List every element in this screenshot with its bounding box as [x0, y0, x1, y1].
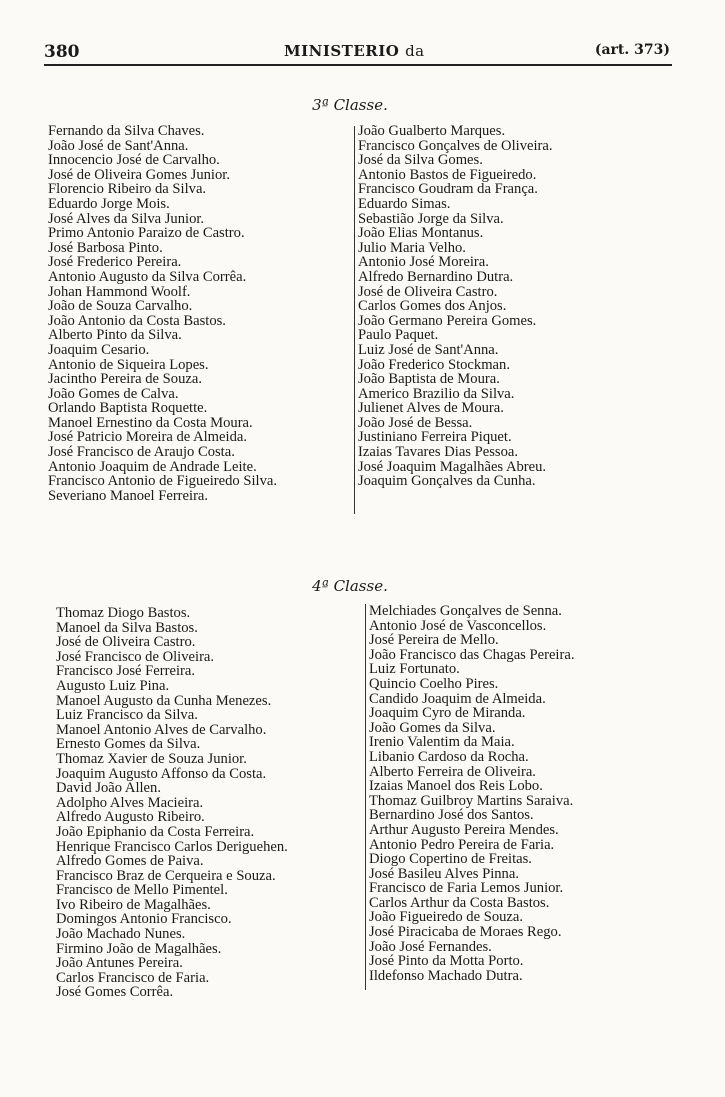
- list-item: Antonio Bastos de Figueiredo.: [358, 166, 537, 183]
- list-item: Joaquim Cesario.: [48, 341, 150, 358]
- list-item: Antonio Augusto da Silva Corrêa.: [48, 268, 247, 285]
- list-item: Alfredo Gomes de Paiva.: [56, 853, 204, 870]
- list-item: Ernesto Gomes da Silva.: [56, 736, 201, 753]
- list-item: José Piracicaba de Moraes Rego.: [369, 924, 562, 941]
- list-item: Antonio Pedro Pereira de Faria.: [369, 836, 555, 853]
- list-item: José de Oliveira Castro.: [358, 283, 498, 300]
- list-item: José Alves da Silva Junior.: [48, 210, 205, 227]
- list-item: Eduardo Jorge Mois.: [48, 195, 170, 212]
- list-item: José de Oliveira Gomes Junior.: [48, 166, 230, 183]
- section-heading-3a-classe: 3ª Classe.: [312, 96, 388, 114]
- list-item: Francisco Antonio de Figueiredo Silva.: [48, 473, 278, 490]
- list-item: João Baptista de Moura.: [358, 371, 500, 388]
- list-item: Joaquim Augusto Affonso da Costa.: [56, 765, 267, 782]
- list-item: Orlando Baptista Roquette.: [48, 400, 208, 417]
- list-item: Joaquim Gonçalves da Cunha.: [358, 473, 536, 490]
- list-item: Thomaz Xavier de Souza Junior.: [56, 750, 247, 767]
- list-item: Primo Antonio Paraizo de Castro.: [48, 225, 245, 242]
- list-item: Adolpho Alves Macieira.: [56, 794, 204, 811]
- list-item: Innocencio José de Carvalho.: [48, 152, 220, 169]
- list-item: Johan Hammond Woolf.: [48, 283, 191, 300]
- list-item: Alfredo Bernardino Dutra.: [358, 268, 514, 285]
- running-title-suffix: da: [405, 42, 425, 60]
- list-item: João Figueiredo de Souza.: [369, 909, 524, 926]
- list-item: Thomaz Diogo Bastos.: [56, 605, 191, 621]
- list-item: José Basileu Alves Pinna.: [369, 865, 519, 882]
- list-item: Paulo Paquet.: [358, 327, 439, 344]
- list-item: Henrique Francisco Carlos Deriguehen.: [56, 838, 288, 855]
- column-divider-4a-classe: [365, 604, 366, 990]
- list-item: Antonio José Moreira.: [358, 254, 489, 271]
- list-item: Carlos Gomes dos Anjos.: [358, 298, 507, 315]
- list-item: Francisco Braz de Cerqueira e Souza.: [56, 867, 276, 884]
- list-item: Diogo Copertino de Freitas.: [369, 851, 532, 868]
- list-item: Augusto Luiz Pina.: [56, 677, 170, 694]
- list-item: Manoel da Silva Bastos.: [56, 619, 198, 636]
- list-item: Quincio Coelho Pires.: [369, 675, 499, 692]
- list-item: Luiz Francisco da Silva.: [56, 707, 198, 724]
- list-item: José Gomes Corrêa.: [56, 984, 174, 1001]
- list-item: Luiz José de Sant'Anna.: [358, 341, 499, 358]
- list-item: João Epiphanio da Costa Ferreira.: [56, 823, 255, 840]
- list-item: Antonio de Siqueira Lopes.: [48, 356, 209, 373]
- list-item: Americo Brazilio da Silva.: [358, 385, 515, 402]
- list-item: João José de Bessa.: [358, 414, 473, 431]
- list-item: David João Allen.: [56, 780, 161, 797]
- list-item: Arthur Augusto Pereira Mendes.: [369, 821, 559, 838]
- list-item: João Frederico Stockman.: [358, 356, 510, 373]
- list-item: Francisco Gonçalves de Oliveira.: [358, 137, 553, 154]
- list-item: Alfredo Augusto Ribeiro.: [56, 809, 205, 826]
- list-item: José Francisco de Oliveira.: [56, 648, 215, 665]
- section-heading-4a-classe: 4ª Classe.: [312, 577, 388, 595]
- list-item: João Francisco das Chagas Pereira.: [369, 646, 575, 663]
- list-item: Thomaz Guilbroy Martins Saraiva.: [369, 792, 574, 809]
- list-item: Libanio Cardoso da Rocha.: [369, 748, 529, 765]
- list-item: Firmino João de Magalhães.: [56, 940, 222, 957]
- list-item: João Elias Montanus.: [358, 225, 484, 242]
- name-list-3a-classe-right: [358, 124, 553, 489]
- list-item: João José de Sant'Anna.: [48, 137, 189, 154]
- list-item: Ildefonso Machado Dutra.: [369, 967, 523, 984]
- list-item: Antonio Joaquim de Andrade Leite.: [48, 458, 257, 475]
- list-item: Julienet Alves de Moura.: [358, 400, 504, 417]
- list-item: João Gualberto Marques.: [358, 123, 506, 139]
- list-item: Alberto Ferreira de Oliveira.: [369, 763, 536, 780]
- list-item: Luiz Fortunato.: [369, 661, 460, 678]
- list-item: Florencio Ribeiro da Silva.: [48, 181, 207, 198]
- list-item: José Joaquim Magalhães Abreu.: [358, 458, 547, 475]
- page-header: [44, 42, 670, 64]
- name-list-4a-classe-left: [56, 606, 288, 1000]
- column-divider-3a-classe: [354, 126, 355, 514]
- list-item: Fernando da Silva Chaves.: [48, 123, 205, 139]
- list-item: Eduardo Simas.: [358, 195, 451, 212]
- list-item: José Francisco de Araujo Costa.: [48, 444, 235, 461]
- header-rule: [44, 64, 672, 66]
- list-item: Manoel Antonio Alves de Carvalho.: [56, 721, 267, 738]
- running-title: [284, 42, 425, 60]
- list-item: José de Oliveira Castro.: [56, 634, 196, 651]
- list-item: Ivo Ribeiro de Magalhães.: [56, 896, 211, 913]
- list-item: Francisco de Faria Lemos Junior.: [369, 880, 564, 897]
- list-item: João José Fernandes.: [369, 938, 492, 955]
- list-item: Francisco Goudram da França.: [358, 181, 538, 198]
- page-number: 380: [44, 42, 80, 62]
- list-item: Alberto Pinto da Silva.: [48, 327, 182, 344]
- list-item: Severiano Manoel Ferreira.: [48, 487, 209, 504]
- list-item: Francisco de Mello Pimentel.: [56, 882, 228, 899]
- name-list-3a-classe-left: [48, 124, 277, 503]
- list-item: Melchiades Gonçalves de Senna.: [369, 603, 562, 619]
- list-item: João Machado Nunes.: [56, 926, 186, 943]
- list-item: José Frederico Pereira.: [48, 254, 182, 271]
- list-item: Irenio Valentim da Maia.: [369, 734, 515, 751]
- list-item: Joaquim Cyro de Miranda.: [369, 705, 526, 722]
- name-list-4a-classe-right: [369, 604, 574, 983]
- list-item: José Patricio Moreira de Almeida.: [48, 429, 247, 446]
- list-item: João Antunes Pereira.: [56, 955, 183, 972]
- list-item: João Gomes da Silva.: [369, 719, 496, 736]
- list-item: Antonio José de Vasconcellos.: [369, 617, 547, 634]
- list-item: Francisco José Ferreira.: [56, 663, 195, 680]
- list-item: José Barbosa Pinto.: [48, 239, 163, 256]
- list-item: João Antonio da Costa Bastos.: [48, 312, 226, 329]
- list-item: José Pinto da Motta Porto.: [369, 953, 524, 970]
- list-item: Candido Joaquim de Almeida.: [369, 690, 546, 707]
- list-item: João Gomes de Calva.: [48, 385, 179, 402]
- article-reference: (art. 373): [594, 42, 670, 58]
- list-item: Carlos Arthur da Costa Bastos.: [369, 894, 550, 911]
- list-item: José da Silva Gomes.: [358, 152, 483, 169]
- list-item: Izaias Manoel dos Reis Lobo.: [369, 778, 543, 795]
- list-item: Manoel Ernestino da Costa Moura.: [48, 414, 253, 431]
- list-item: Jacintho Pereira de Souza.: [48, 371, 202, 388]
- list-item: João de Souza Carvalho.: [48, 298, 193, 315]
- list-item: Manoel Augusto da Cunha Menezes.: [56, 692, 272, 709]
- list-item: Julio Maria Velho.: [358, 239, 466, 256]
- list-item: João Germano Pereira Gomes.: [358, 312, 537, 329]
- list-item: José Pereira de Mello.: [369, 632, 499, 649]
- list-item: Izaias Tavares Dias Pessoa.: [358, 444, 518, 461]
- list-item: Domingos Antonio Francisco.: [56, 911, 232, 928]
- list-item: Sebastião Jorge da Silva.: [358, 210, 504, 227]
- list-item: Justiniano Ferreira Piquet.: [358, 429, 512, 446]
- list-item: Bernardino José dos Santos.: [369, 807, 534, 824]
- list-item: Carlos Francisco de Faria.: [56, 969, 210, 986]
- running-title-main: MINISTERIO: [284, 42, 400, 60]
